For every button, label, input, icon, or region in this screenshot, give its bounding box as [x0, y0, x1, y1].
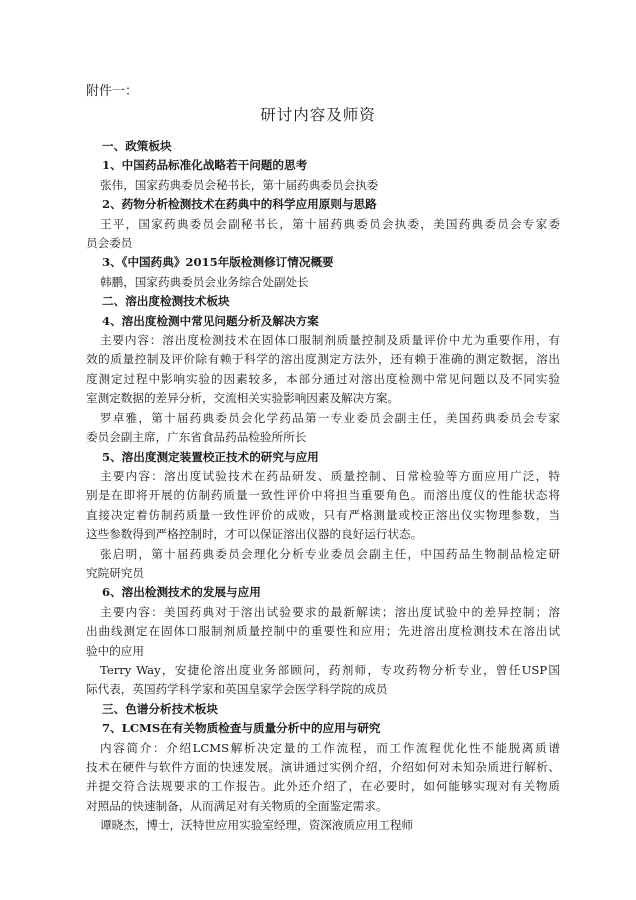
text-line: 直接决定着仿制药质量一致性评价的成败，只有严格测量或校正溶出仪实物理参数，当: [86, 507, 560, 522]
text-line: 际代表，英国药学科学家和英国皇家学会医学科学院的成员: [86, 682, 388, 697]
topic-heading: 5、溶出度测定装置校正技术的研究与应用: [102, 449, 319, 464]
text-line: 验中的应用: [86, 643, 144, 658]
text-line: 张启明，第十届药典委员会理化分析专业委员会副主任，中国药品生物制品检定研: [100, 546, 560, 561]
text-line: 别是在即将开展的仿制药质量一致性评价中将担当重要角色。而溶出度仪的性能状态将: [86, 488, 560, 503]
text-line: 室测定数据的差异分析，交流相关实验影响因素及解决方案。: [86, 391, 400, 406]
section-heading: 三、色谱分析技术板块: [102, 701, 218, 716]
text-line: 主要内容：美国药典对于溶出试验要求的最新解读；溶出度试验中的差异控制；溶: [100, 604, 560, 619]
topic-heading: 6、溶出检测技术的发展与应用: [102, 585, 261, 600]
text-line: 张伟，国家药典委员会秘书长，第十届药典委员会执委: [100, 177, 379, 192]
text-line: 出曲线测定在固体口服制剂质量控制中的重要性和应用；先进溶出度检测技术在溶出试: [86, 624, 560, 639]
topic-heading: 1、中国药品标准化战略若干问题的思考: [102, 158, 308, 173]
text-line: 委员会副主席，广东省食品药品检验所所长: [86, 430, 307, 445]
text-line: 主要内容：溶出度检测技术在固体口服制剂质量控制及质量评价中尤为重要作用，有: [100, 333, 560, 348]
topic-heading: 7、LCMS在有关物质检查与质量分析中的应用与研究: [102, 721, 381, 736]
text-line: 这些参数得到严格控制时，才可以保证溶出仪器的良好运行状态。: [86, 527, 423, 542]
text-line: 内容简介：介绍LCMS解析决定量的工作流程，而工作流程优化性不能脱离质谱: [100, 740, 560, 755]
document-body: [86, 137, 560, 836]
text-line: 韩鹏，国家药典委员会业务综合处副处长: [100, 274, 309, 289]
topic-heading: 3、《中国药典》2015年版检测修订情况概要: [102, 255, 334, 270]
text-line: 并提交符合法规要求的工作报告。此外还介绍了，在必要时，如何能够实现对有关物质: [86, 779, 560, 794]
text-line: 对照品的快速制备，从而满足对有关物质的全面鉴定需求。: [86, 798, 388, 813]
section-heading: 二、溶出度检测技术板块: [102, 294, 230, 309]
text-line: 技术在硬件与软件方面的快速发展。演讲通过实例介绍，介绍如何对未知杂质进行解析、: [86, 760, 560, 774]
attachment-label: 附件一：: [86, 84, 139, 99]
text-line: 主要内容：溶出度试验技术在药品研发、质量控制、日常检验等方面应用广泛，特: [100, 468, 560, 483]
topic-heading: 2、药物分析检测技术在药典中的科学应用原则与思路: [102, 197, 377, 212]
section-heading: 一、政策板块: [102, 139, 172, 153]
text-line: 罗卓雅，第十届药典委员会化学药品第一专业委员会副主任，美国药典委员会专家: [100, 410, 560, 425]
topic-heading: 4、溶出度检测中常见问题分析及解决方案: [102, 313, 319, 328]
text-line: 度测定过程中影响实验的因素较多，本部分通过对溶出度检测中常见问题以及不同实验: [86, 371, 560, 386]
text-line: 谭晓杰，博士，沃特世应用实验室经理，资深液质应用工程师: [100, 818, 414, 833]
page-title: 研讨内容及师资: [260, 106, 376, 124]
text-line: 究院研究员: [86, 565, 144, 580]
text-line: 王平，国家药典委员会副秘书长，第十届药典委员会执委，美国药典委员会专家委: [100, 216, 560, 231]
text-line: Terry Way，安捷伦溶出度业务部顾问，药剂师，专攻药物分析专业，曾任USP国: [100, 662, 560, 677]
text-line: 员会委员: [86, 236, 133, 251]
text-line: 效的质量控制及评价除有赖于科学的溶出度测定方法外，还有赖于准确的测定数据，溶出: [86, 352, 560, 367]
